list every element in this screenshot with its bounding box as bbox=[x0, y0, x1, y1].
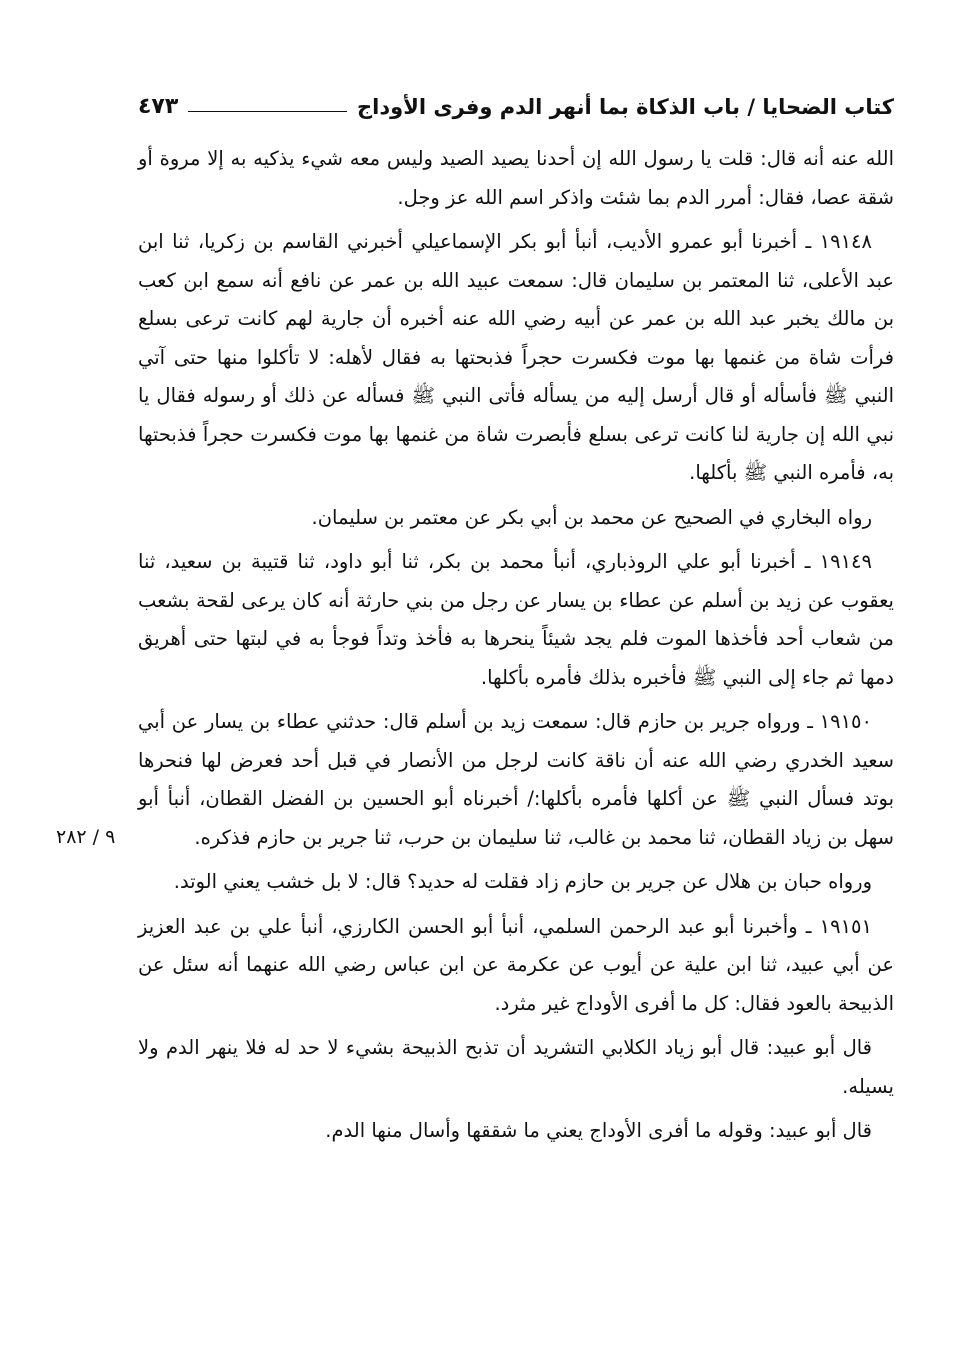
paragraph-hibban-note: ورواه حبان بن هلال عن جرير بن حازم زاد فقلت له حديد؟ قال: لا بل خشب يعني الوتد. bbox=[173, 870, 872, 893]
paragraph-hadith-19150: ١٩١٥٠ ـ ورواه جرير بن حازم قال: سمعت زيد بن أسلم قال: حدثني عطاء بن يسار عن أبي سعيد الخدري رضي الله عنه أن ناقة كانت لرجل من الأنصار في قبل أحد فعرض لها فنحرها بوتد فسأل النبي ﷺ عن أكلها فأمره بأكلها:/ أخبرناه أبو الحسين بن الفضل القطان، أنبأ أبو سهل بن زياد القطان، ثنا محمد بن غالب، ثنا سليمان بن حرب، ثنا جرير بن حازم فذكره. bbox=[138, 710, 894, 849]
paragraph-hadith-19149: ١٩١٤٩ ـ أخبرنا أبو علي الروذباري، أنبأ محمد بن بكر، ثنا أبو داود، ثنا قتيبة بن سعيد، ثنا يعقوب عن زيد بن أسلم عن عطاء بن يسار عن رجل من بني حارثة أنه كان يرعى لقحة بشعب من شعاب أحد فأخذها الموت فلم يجد شيئاً ينحرها به فأخذ وتداً فوجأ به في لبتها حتى أهريق دمها ثم جاء إلى النبي ﷺ فأخبره بذلك فأمره بأكلها. bbox=[138, 550, 894, 689]
page-header bbox=[138, 78, 894, 122]
paragraph-abu-ubaid-2: قال أبو عبيد: وقوله ما أفرى الأوداج يعني ما شققها وأسال منها الدم. bbox=[325, 1119, 872, 1142]
paragraph-hadith-19148: ١٩١٤٨ ـ أخبرنا أبو عمرو الأديب، أنبأ أبو بكر الإسماعيلي أخبرني القاسم بن زكريا، ثنا ابن عبد الأعلى، ثنا المعتمر بن سليمان قال: سمعت عبيد الله بن عمر عن نافع أنه سمع ابن كعب بن مالك يخبر عبد الله بن عمر عن أبيه رضي الله عنه أخبره أن جارية لهم كانت ترعى بسلع فرأت شاة من غنمها بها موت فكسرت حجراً فذبحتها به فقال لأهله: لا تأكلوا منها حتى آتي النبي ﷺ فأسأله أو قال أرسل إليه من يسأله فأتى النبي ﷺ فسأله عن ذلك أو رسوله فقال يا نبي الله إن جارية لنا كانت ترعى بسلع فأبصرت شاة من غنمها بها موت فكسرت حجراً فذبحتها به، فأمره النبي ﷺ بأكلها. bbox=[138, 230, 895, 484]
paragraph-abu-ubaid-1: قال أبو عبيد: قال أبو زياد الكلابي التشريد أن تذبح الذبيحة بشيء لا حد له فلا ينهر الدم ولا يسيله. bbox=[138, 1036, 894, 1098]
running-title: كتاب الضحايا / باب الذكاة بما أنهر الدم وفرى الأوداج bbox=[357, 95, 894, 119]
page-number: ٤٧٣ bbox=[138, 94, 179, 119]
paragraph-hadith-19151: ١٩١٥١ ـ وأخبرنا أبو عبد الرحمن السلمي، أنبأ أبو الحسن الكارزي، أنبأ علي بن عبد العزيز عن أبي عبيد، ثنا ابن علية عن أيوب عن عكرمة عن ابن عباس رضي الله عنهما أنه سئل عن الذبيحة بالعود فقال: كل ما أفرى الأوداج غير مثرد. bbox=[138, 914, 894, 1015]
margin-volume-page-note: ٩ / ٢٨٢ bbox=[56, 826, 116, 848]
paragraph-bukhari-note: رواه البخاري في الصحيح عن محمد بن أبي بكر عن معتمر بن سليمان. bbox=[311, 505, 872, 529]
header-rule bbox=[188, 111, 347, 112]
paragraph-continuation: الله عنه أنه قال: قلت يا رسول الله إن أحدنا يصيد الصيد وليس معه شيء يذكيه به إلا مروة أو شقة عصا، فقال: أمرر الدم بما شئت واذكر اسم الله عز وجل. bbox=[138, 147, 894, 209]
body-text bbox=[138, 140, 894, 1157]
